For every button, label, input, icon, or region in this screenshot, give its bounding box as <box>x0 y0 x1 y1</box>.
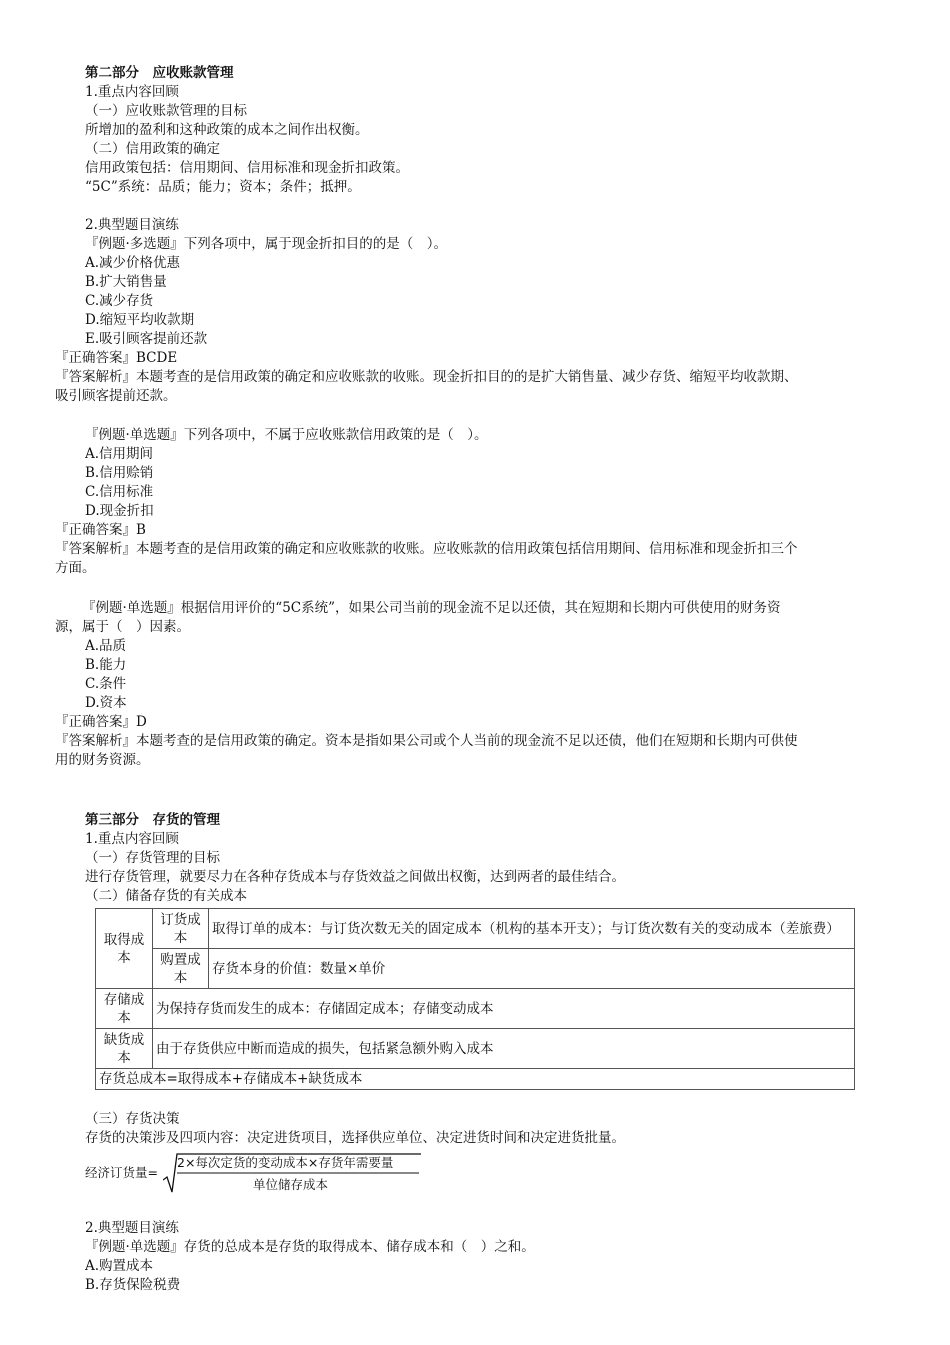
part2-q3-stem: 『例题·单选题』根据信用评价的“5C系统”，如果公司当前的现金流不足以还债，其在短期和长期内可供使用的财务资 <box>82 600 781 616</box>
purchase-cost-desc: 存货本身的价值：数量×单价 <box>209 949 855 989</box>
part3-review-heading: 1.重点内容回顾 <box>85 831 179 847</box>
part2-q1-option: C.减少存货 <box>85 293 154 309</box>
part2-q2-stem: 『例题·单选题』下列各项中，不属于应收账款信用政策的是（ ）。 <box>85 427 488 443</box>
storage-cost-label: 存储成本 <box>96 989 153 1029</box>
shortage-cost-label: 缺货成本 <box>96 1029 153 1069</box>
part3-sub1: （一）存货管理的目标 <box>85 850 220 866</box>
part2-sub2-text2: “5C”系统：品质；能力；资本；条件；抵押。 <box>85 179 361 195</box>
part2-sub2-text1: 信用政策包括：信用期间、信用标准和现金折扣政策。 <box>85 160 409 176</box>
part3-q1-stem: 『例题·单选题』存货的总成本是存货的取得成本、储存成本和（ ）之和。 <box>85 1239 535 1255</box>
part2-q2-analysis: 『答案解析』本题考查的是信用政策的确定和应收账款的收账。应收账款的信用政策包括信用期间、信用标准和现金折扣三个 <box>55 541 798 557</box>
part2-q3-option: D.资本 <box>85 695 127 711</box>
part2-q1-analysis-cont: 吸引顾客提前还款。 <box>55 388 177 404</box>
eoq-numerator: 2×每次定货的变动成本×存货年需要量 <box>177 1155 394 1170</box>
part2-q2-option: A.信用期间 <box>85 446 154 462</box>
part2-sub2: （二）信用政策的确定 <box>85 141 220 157</box>
part2-q3-option: B.能力 <box>85 657 127 673</box>
part2-sub1-text: 所增加的盈利和这种政策的成本之间作出权衡。 <box>85 122 369 138</box>
part2-q2-analysis-cont: 方面。 <box>55 560 96 576</box>
part2-q2-answer: 『正确答案』B <box>55 522 146 538</box>
part2-q2-option: D.现金折扣 <box>85 503 154 519</box>
storage-cost-desc: 为保持存货而发生的成本：存储固定成本；存储变动成本 <box>153 989 855 1029</box>
total-cost-formula: 存货总成本=取得成本+存储成本+缺货成本 <box>96 1069 855 1090</box>
part2-q1-analysis: 『答案解析』本题考查的是信用政策的确定和应收账款的收账。现金折扣目的的是扩大销售量、减少存货、缩短平均收款期、 <box>55 369 798 385</box>
part2-q3-option: A.品质 <box>85 638 127 654</box>
inventory-cost-table <box>95 908 855 1090</box>
part2-q2-option: C.信用标准 <box>85 484 154 500</box>
part2-q3-analysis: 『答案解析』本题考查的是信用政策的确定。资本是指如果公司或个人当前的现金流不足以还债，他们在短期和长期内可供使 <box>55 733 798 749</box>
part2-q1-option: D.缩短平均收款期 <box>85 312 195 328</box>
acquisition-cost-label: 取得成本 <box>96 909 153 989</box>
part2-q1-option: E.吸引顾客提前还款 <box>85 331 208 347</box>
part2-q3-option: C.条件 <box>85 676 127 692</box>
part3-sub2: （二）储备存货的有关成本 <box>85 888 247 904</box>
part3-q1-option: A.购置成本 <box>85 1258 154 1274</box>
part3-sub1-text: 进行存货管理，就要尽力在各种存货成本与存货效益之间做出权衡，达到两者的最佳结合。 <box>85 869 625 885</box>
part2-q1-option: B.扩大销售量 <box>85 274 167 290</box>
eoq-denominator: 单位储存成本 <box>253 1177 329 1192</box>
part2-sub1: （一）应收账款管理的目标 <box>85 103 247 119</box>
part3-sub3: （三）存货决策 <box>85 1111 180 1127</box>
part2-q3-analysis-cont: 用的财务资源。 <box>55 752 150 768</box>
part2-q1-option: A.减少价格优惠 <box>85 255 181 271</box>
part3-practice-heading: 2.典型题目演练 <box>85 1220 179 1236</box>
part2-review-heading: 1.重点内容回顾 <box>85 84 179 100</box>
part2-q1-stem: 『例题·多选题』下列各项中，属于现金折扣目的的是（ ）。 <box>85 236 448 252</box>
part3-title: 第三部分 存货的管理 <box>85 812 220 828</box>
shortage-cost-desc: 由于存货供应中断而造成的损失，包括紧急额外购入成本 <box>153 1029 855 1069</box>
order-cost-label: 订货成本 <box>153 909 209 949</box>
purchase-cost-label: 购置成本 <box>153 949 209 989</box>
part2-q2-option: B.信用赊销 <box>85 465 154 481</box>
part3-q1-option: B.存货保险税费 <box>85 1277 181 1293</box>
part2-q1-answer: 『正确答案』BCDE <box>55 350 178 366</box>
part2-q3-answer: 『正确答案』D <box>55 714 147 730</box>
order-cost-desc: 取得订单的成本：与订货次数无关的固定成本（机构的基本开支）；与订货次数有关的变动成本（差旅费） <box>209 909 855 949</box>
eoq-label: 经济订货量= <box>85 1165 158 1180</box>
part2-q3-stem-cont: 源，属于（ ）因素。 <box>55 619 190 635</box>
part2-title: 第二部分 应收账款管理 <box>85 65 234 81</box>
part2-practice-heading: 2.典型题目演练 <box>85 217 179 233</box>
part3-sub3-text: 存货的决策涉及四项内容：决定进货项目，选择供应单位、决定进货时间和决定进货批量。 <box>85 1130 625 1146</box>
